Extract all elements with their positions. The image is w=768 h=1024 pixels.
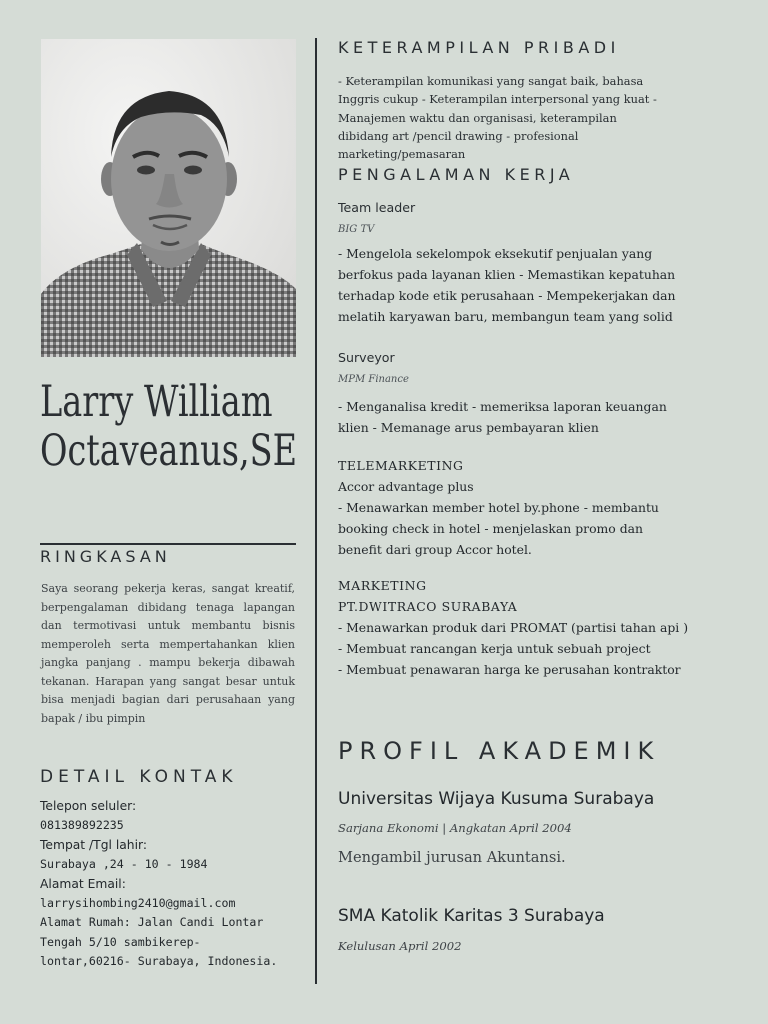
birth-value: Surabaya ,24 - 10 - 1984 (40, 857, 208, 872)
email-value: larrysihombing2410@gmail.com (40, 896, 236, 911)
job-desc-line: - Menawarkan member hotel by.phone - membantu (338, 500, 659, 515)
job-description (338, 596, 728, 680)
job-desc-line: terhadap kode etik perusahaan - Mempekerjakan dan (338, 288, 676, 303)
skills-line: Inggris cukup - Keterampilan interpersonal yang kuat - (338, 92, 657, 107)
name-line-2: Octaveanus,SE (40, 426, 298, 476)
skills-heading: KETERAMPILAN PRIBADI (338, 38, 620, 57)
email-label: Alamat Email: (40, 876, 126, 891)
job-title: Team leader (338, 200, 416, 215)
job-desc-line: melatih karyawan baru, membangun team yang solid (338, 309, 673, 324)
contact-details (40, 797, 295, 972)
skills-text (338, 72, 710, 163)
profile-photo (41, 39, 296, 357)
summary-text: Saya seorang pekerja keras, sangat kreatif, berpengalaman dibidang tenaga lapangan dan termotivasi untuk membantu bisnis memperoleh serta mempertahankan klien jangka panjang . mampu bekerja dibawah tekanan. Harapan yang sangat besar untuk bisa menjadi bagian dari perusahaan yang bapak / ibu pimpin (41, 582, 295, 725)
highschool-detail: Kelulusan April 2002 (338, 939, 462, 953)
job-desc-line: - Mengelola sekelompok eksekutif penjualan yang (338, 246, 653, 261)
skills-line: - Keterampilan komunikasi yang sangat baik, bahasa (338, 74, 644, 88)
job-desc-line: - Menganalisa kredit - memeriksa laporan keuangan (338, 399, 667, 414)
job-desc-line: klien - Memanage arus pembayaran klien (338, 420, 599, 435)
phone-value: 081389892235 (40, 818, 124, 833)
job-company: Accor advantage plus (338, 479, 474, 494)
summary-rule (40, 543, 296, 545)
summary-heading: RINGKASAN (40, 547, 171, 566)
academic-heading: PROFIL AKADEMIK (338, 737, 661, 765)
job-desc-line: booking check in hotel - menjelaskan promo dan (338, 521, 643, 536)
job-description (338, 396, 728, 438)
job-desc-line: berfokus pada layanan klien - Memastikan kepatuhan (338, 267, 676, 282)
birth-label: Tempat /Tgl lahir: (40, 837, 147, 852)
address-line-2: Tengah 5/10 sambikerep- (40, 934, 201, 949)
job-company: PT.DWITRACO SURABAYA (338, 599, 518, 614)
skills-line: Manajemen waktu dan organisasi, keterampilan (338, 110, 617, 125)
job-desc-line: - Membuat rancangan kerja untuk sebuah project (338, 641, 651, 656)
job-title: Surveyor (338, 350, 395, 365)
job-title: MARKETING (338, 578, 427, 593)
address-line-1: Alamat Rumah: Jalan Candi Lontar (40, 915, 264, 930)
job-desc-line: benefit dari group Accor hotel. (338, 542, 532, 557)
job-title: TELEMARKETING (338, 458, 464, 473)
phone-label: Telepon seluler: (40, 799, 137, 813)
job-desc-line: - Menawarkan produk dari PROMAT (partisi tahan api ) (338, 620, 689, 635)
column-divider (315, 38, 317, 984)
skills-line: dibidang art /pencil drawing - profesional (338, 128, 579, 143)
highschool-name: SMA Katolik Karitas 3 Surabaya (338, 906, 605, 926)
job-company: BIG TV (338, 224, 375, 235)
experience-heading: PENGALAMAN KERJA (338, 165, 575, 184)
job-description (338, 476, 728, 560)
job-company: MPM Finance (338, 374, 409, 385)
job-desc-line: - Membuat penawaran harga ke perusahan kontraktor (338, 662, 681, 677)
address-line-3: lontar,60216- Surabaya, Indonesia. (40, 954, 278, 969)
university-name: Universitas Wijaya Kusuma Surabaya (338, 789, 655, 809)
job-description (338, 243, 728, 327)
contact-heading: DETAIL KONTAK (40, 767, 238, 787)
skills-line: marketing/pemasaran (338, 147, 466, 162)
university-detail: Sarjana Ekonomi | Angkatan April 2004 (338, 821, 572, 835)
person-name (40, 377, 298, 476)
university-major: Mengambil jurusan Akuntansi. (338, 849, 566, 866)
name-line-1: Larry William (40, 377, 273, 427)
